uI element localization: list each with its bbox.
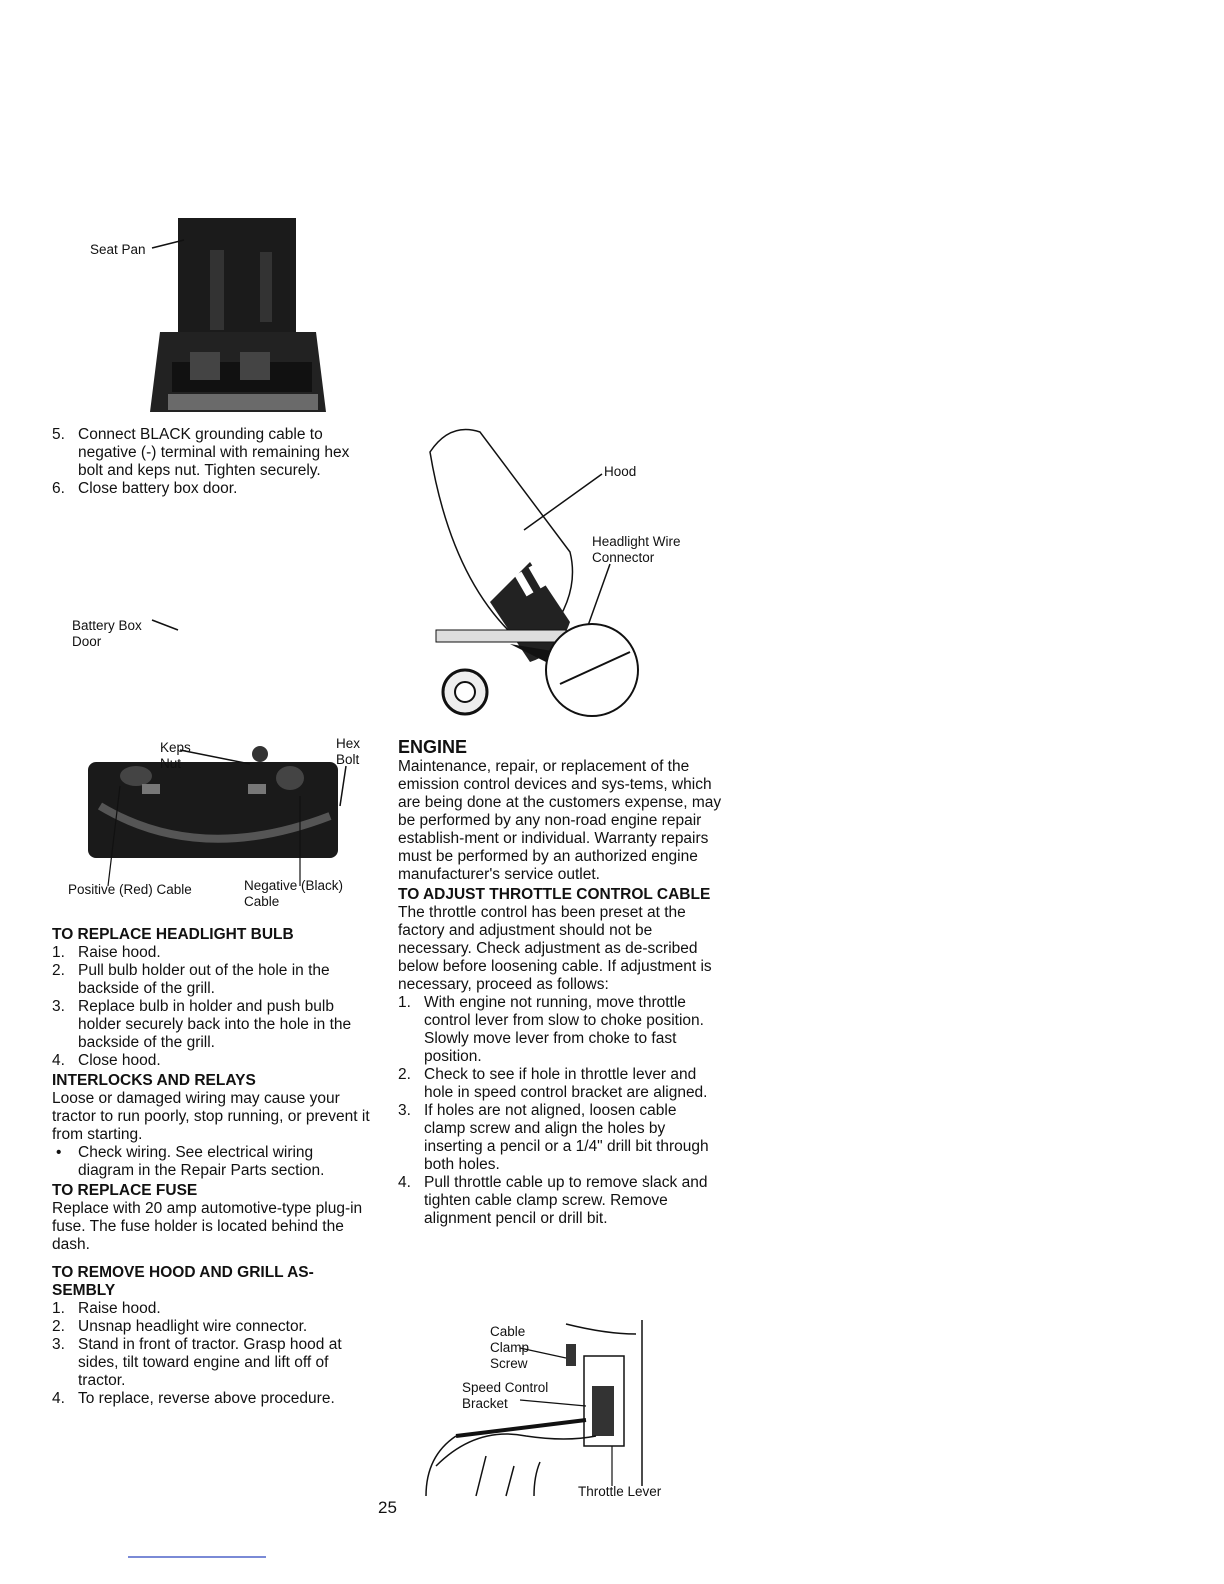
label-bolt: Bolt: [336, 752, 360, 767]
throttle-step-4: 4. Pull throttle cable up to remove slack and tighten cable clamp screw. Remove alignment pencil or drill bit.: [398, 1174, 708, 1227]
headlight-step-4: 4. Close hood.: [52, 1052, 161, 1069]
battery-box-illustration: [60, 212, 330, 732]
throttle-step-3: 3. If holes are not aligned, loosen cable clamp screw and align the holes by inserting a pencil or a 1/4" drill bit through both holes.: [398, 1102, 709, 1173]
heading-engine: ENGINE: [398, 737, 468, 757]
battery-box-figure: [60, 212, 330, 732]
step-6: 6. Close battery box door.: [52, 480, 238, 497]
throttle-text: The throttle control has been preset at the factory and adjustment should not be necessary. Check adjustment as de-scribed below before loosening cable. If adjustment is necessary, proceed as follows:: [398, 904, 712, 993]
label-seat-pan: Seat Pan: [90, 242, 146, 257]
throttle-step-1: 1. With engine not running, move throttle control lever from slow to choke position. Slowly move lever from choke to fast position.: [398, 994, 704, 1065]
label-hex: Hex: [336, 736, 361, 751]
label-speed-control: Speed Control: [462, 1380, 549, 1395]
engine-text: Maintenance, repair, or replacement of the emission control devices and sys-tems, which are being done at the customers expense, may be performed by any non-road engine repair establish-ment or individual. Warranty repairs must be performed by an authorized engine manufacturer's service outlet.: [398, 758, 722, 883]
page-number: 25: [378, 1498, 397, 1517]
label-nut: Nut: [160, 756, 182, 771]
headlight-step-2: 2. Pull bulb holder out of the hole in the backside of the grill.: [52, 962, 330, 997]
hood-step-2: 2. Unsnap headlight wire connector.: [52, 1318, 308, 1335]
heading-replace-fuse: TO REPLACE FUSE: [52, 1182, 198, 1199]
label-cable: Cable: [490, 1324, 526, 1339]
hood-step-3: 3. Stand in front of tractor. Grasp hood at sides, tilt toward engine and lift off of tractor.: [52, 1336, 342, 1389]
heading-adjust-throttle: TO ADJUST THROTTLE CONTROL CABLE: [398, 886, 711, 903]
hood-step-1: 1. Raise hood.: [52, 1300, 161, 1317]
label-negative-cable: Cable: [244, 894, 280, 909]
label-hood: Hood: [604, 464, 637, 479]
throttle-illustration: [416, 1316, 706, 1506]
headlight-step-1: 1. Raise hood.: [52, 944, 161, 961]
label-clamp: Clamp: [490, 1340, 530, 1355]
heading-interlocks: INTERLOCKS AND RELAYS: [52, 1072, 256, 1089]
heading-remove-hood: TO REMOVE HOOD AND GRILL AS-SEMBLY: [52, 1264, 314, 1299]
hood-illustration: [420, 422, 700, 722]
interlocks-text: Loose or damaged wiring may cause your tractor to run poorly, stop running, or prevent it from starting.: [52, 1090, 370, 1143]
step-5: 5. Connect BLACK grounding cable to negative (-) terminal with remaining hex bolt and keps nut. Tighten securely.: [52, 426, 350, 479]
label-keps: Keps: [160, 740, 191, 755]
fuse-text: Replace with 20 amp automotive-type plug-in fuse. The fuse holder is located behind the dash.: [52, 1200, 363, 1253]
hood-figure: [420, 422, 700, 722]
headlight-step-3: 3. Replace bulb in holder and push bulb holder securely back into the hole in the backside of the grill.: [52, 998, 352, 1051]
throttle-figure: [416, 1316, 706, 1506]
battery-figure: [60, 736, 370, 912]
label-negative-black: Negative (Black): [244, 878, 344, 893]
label-door: Door: [72, 634, 102, 649]
throttle-step-2: 2. Check to see if hole in throttle lever and hole in speed control bracket are aligned.: [398, 1066, 708, 1101]
label-screw: Screw: [490, 1356, 528, 1371]
label-headlight-wire: Headlight Wire: [592, 534, 681, 549]
label-positive-cable: Positive (Red) Cable: [68, 882, 192, 897]
label-connector: Connector: [592, 550, 655, 565]
bullet-icon: •: [56, 1144, 62, 1161]
right-column-text: [398, 738, 722, 1228]
footer-rule: [128, 1556, 266, 1558]
label-bracket: Bracket: [462, 1396, 508, 1411]
hood-step-4: 4. To replace, reverse above procedure.: [52, 1390, 335, 1407]
left-lower-text: [52, 924, 372, 1408]
label-battery-box: Battery Box: [72, 618, 142, 633]
interlocks-bullet: • Check wiring. See electrical wiring diagram in the Repair Parts section.: [56, 1144, 325, 1179]
heading-replace-headlight-bulb: TO REPLACE HEADLIGHT BULB: [52, 926, 294, 943]
label-throttle-lever: Throttle Lever: [578, 1484, 662, 1499]
